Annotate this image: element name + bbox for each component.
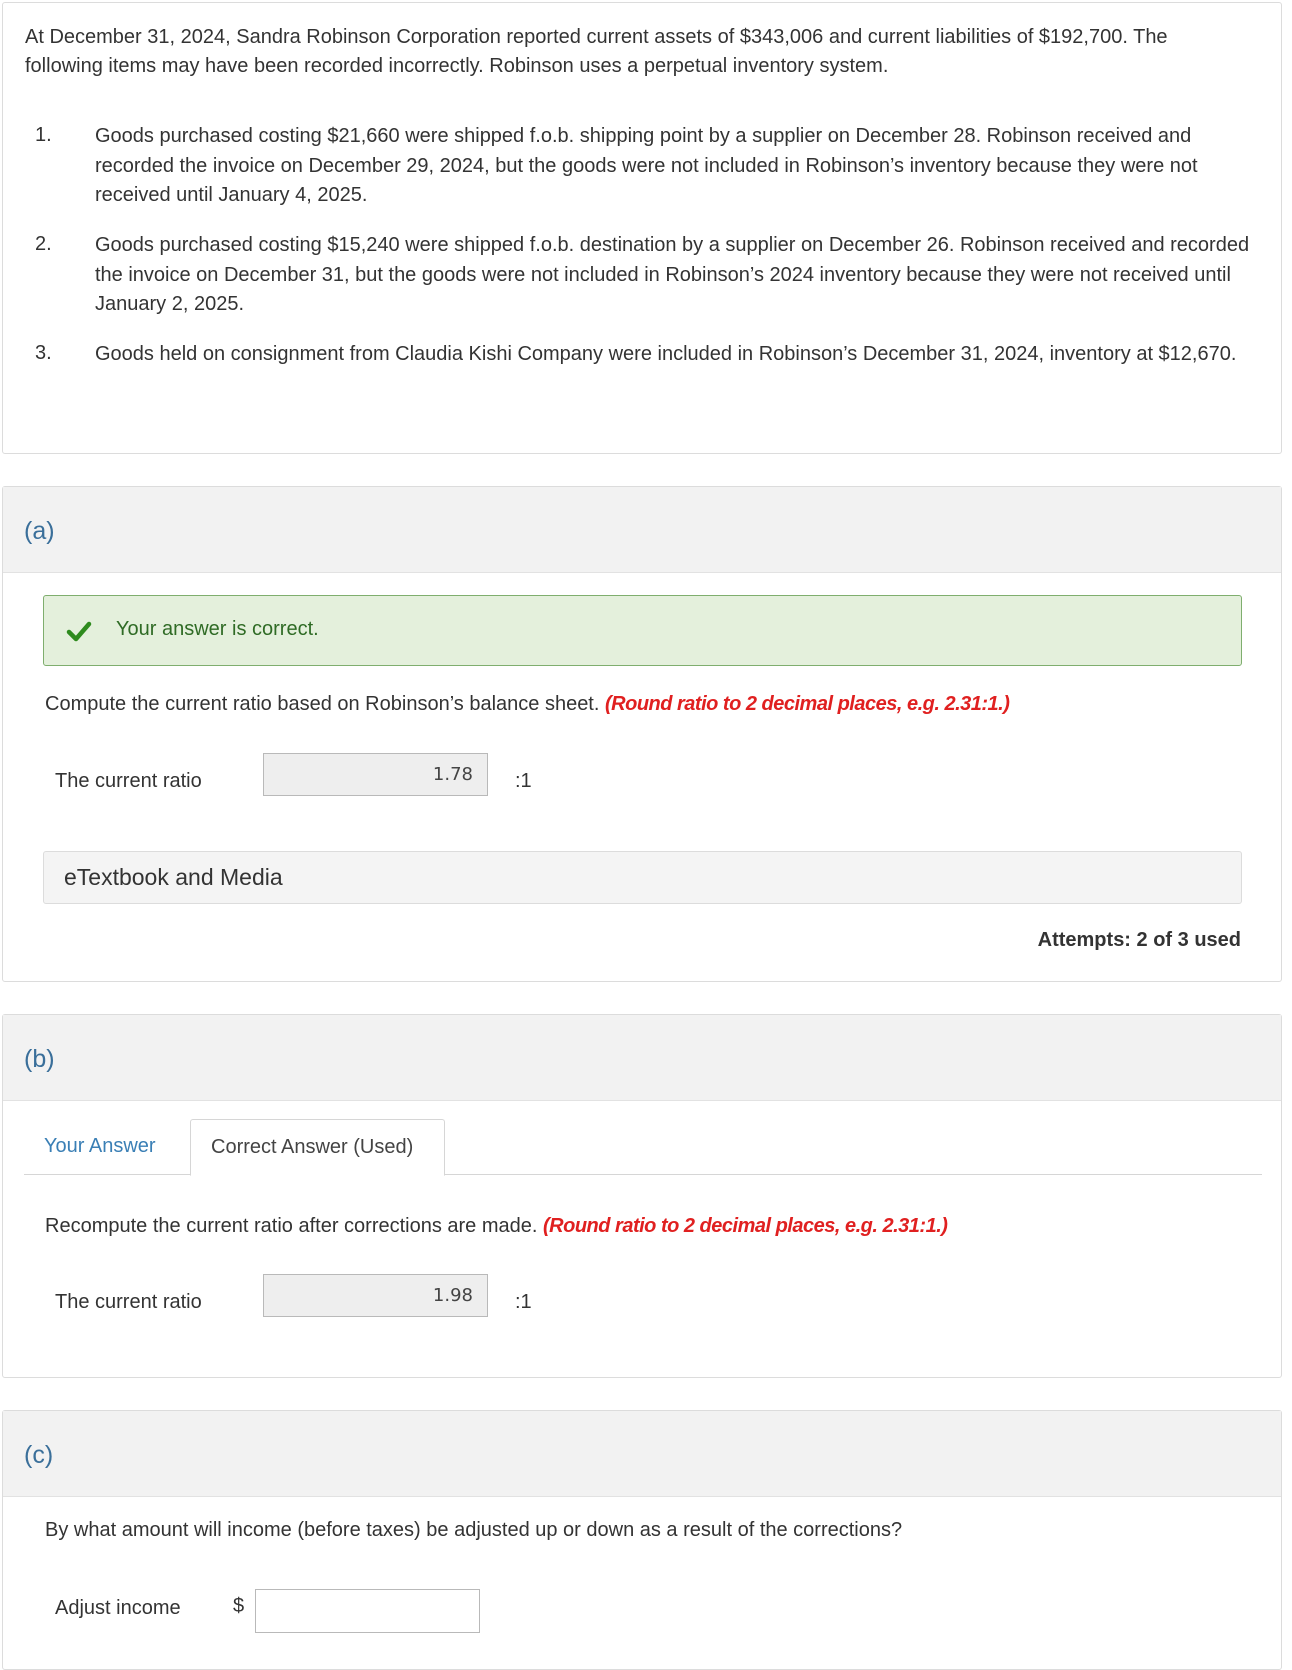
item-number: 1. — [35, 124, 52, 146]
feedback-text: Your answer is correct. — [116, 618, 319, 640]
item-text: Goods held on consignment from Claudia Kishi Company were included in Robinson’s December 31, 2024, inventory at $12,670. — [95, 343, 1237, 365]
etextbook-media-label: eTextbook and Media — [64, 864, 283, 890]
answer-value: 1.78 — [432, 764, 473, 785]
part-a-card — [2, 486, 1282, 982]
attempts-counter: Attempts: 2 of 3 used — [1037, 929, 1241, 951]
part-b-card — [2, 1014, 1282, 1378]
check-icon — [66, 618, 92, 644]
part-c-card — [2, 1410, 1282, 1670]
problem-card — [2, 2, 1282, 454]
part-c-header — [3, 1411, 1281, 1497]
etextbook-media-button[interactable] — [43, 851, 1242, 904]
item-text: Goods purchased costing $21,660 were shipped f.o.b. shipping point by a supplier on December 28. Robinson received and recorded the invoice on December 29, 2024, but the goods were not included in Robinson’s inventory because they were not received until January 4, 2025. — [95, 125, 1198, 206]
item-text: Goods purchased costing $15,240 were shipped f.o.b. destination by a supplier on December 26. Robinson received and recorded the invoice on December 31, but the goods were not included in Robinson’s 2024 inventory because they were not received until January 2, 2025. — [95, 234, 1250, 315]
adjust-income-label: Adjust income — [55, 1597, 181, 1619]
item-number: 3. — [35, 342, 52, 364]
tab-your-answer[interactable] — [24, 1119, 188, 1176]
part-a-header — [3, 487, 1281, 573]
question-text — [45, 693, 1009, 716]
ratio-suffix: :1 — [515, 770, 532, 792]
tab-correct-answer-label: Correct Answer (Used) — [211, 1136, 414, 1158]
rounding-hint: (Round ratio to 2 decimal places, e.g. 2.31:1.) — [605, 693, 1010, 715]
current-ratio-input[interactable] — [263, 753, 488, 796]
rounding-hint: (Round ratio to 2 decimal places, e.g. 2.31:1.) — [543, 1215, 948, 1237]
tab-correct-answer[interactable] — [190, 1119, 445, 1176]
feedback-banner — [43, 595, 1242, 666]
current-ratio-label: The current ratio — [55, 770, 202, 792]
question-body: Compute the current ratio based on Robinson’s balance sheet. — [45, 693, 600, 715]
question-body: Recompute the current ratio after corrections are made. — [45, 1215, 538, 1237]
part-a-label: (a) — [24, 517, 55, 545]
item-number: 2. — [35, 233, 52, 255]
currency-symbol: $ — [233, 1595, 245, 1617]
tab-your-answer-label: Your Answer — [44, 1135, 156, 1157]
part-c-label: (c) — [24, 1441, 54, 1469]
answer-tabs — [24, 1119, 1262, 1175]
question-text — [45, 1215, 947, 1238]
current-ratio-input[interactable] — [263, 1274, 488, 1317]
ratio-suffix: :1 — [515, 1291, 532, 1313]
current-ratio-label: The current ratio — [55, 1291, 202, 1313]
part-b-label: (b) — [24, 1045, 55, 1073]
part-b-header — [3, 1015, 1281, 1101]
adjust-income-input[interactable] — [255, 1589, 480, 1633]
problem-intro: At December 31, 2024, Sandra Robinson Corporation reported current assets of $343,006 and current liabilities of $192,700. The following items may have been recorded incorrectly. Robinson uses a perpetual inventory system. — [25, 26, 1168, 77]
question-text: By what amount will income (before taxes) be adjusted up or down as a result of the corrections? — [45, 1519, 903, 1541]
answer-value: 1.98 — [432, 1285, 473, 1306]
